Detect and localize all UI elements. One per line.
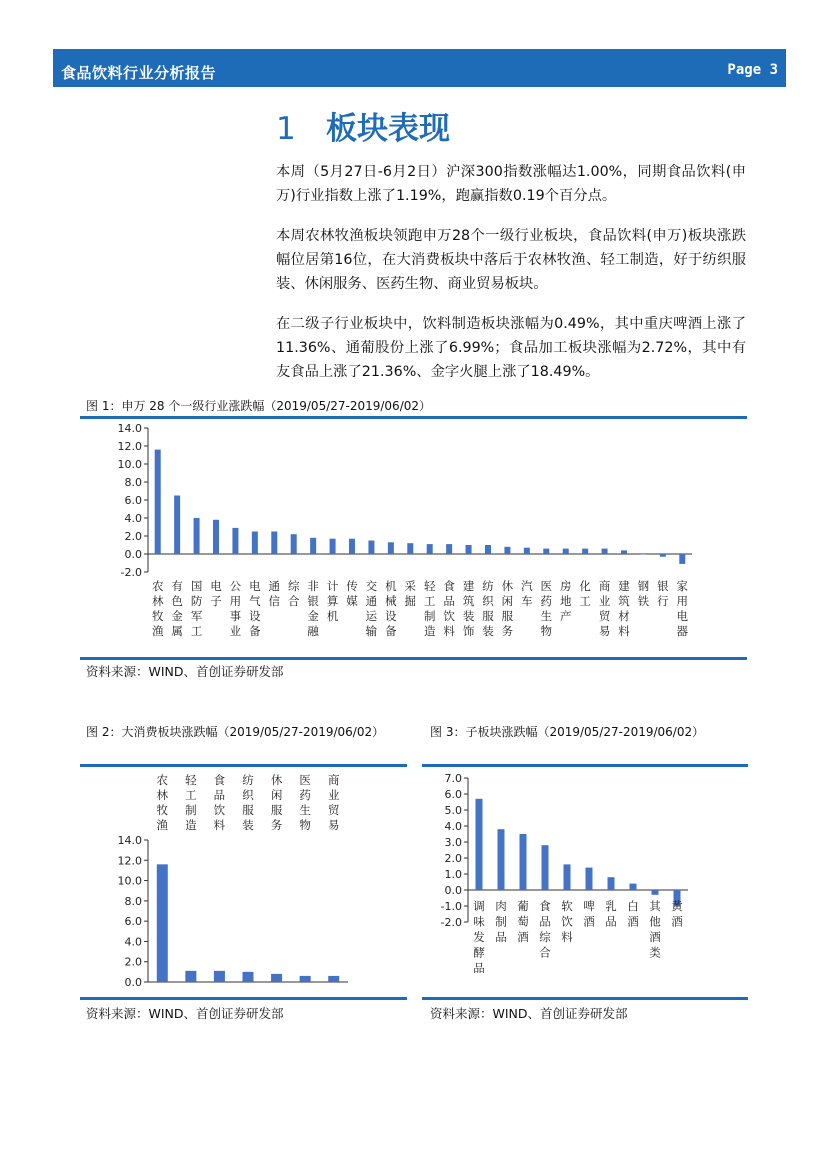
bar	[679, 554, 685, 564]
y-tick-label: 14.0	[117, 834, 142, 847]
bar	[174, 496, 180, 555]
x-tick-label: 交通运输	[365, 579, 378, 638]
x-tick-label: 通信	[268, 579, 281, 608]
bar	[213, 520, 219, 554]
bar	[300, 976, 311, 982]
y-tick-label: 3.0	[444, 836, 462, 849]
bar	[368, 541, 374, 555]
x-tick-label: 汽车	[521, 579, 533, 608]
x-tick-label: 非银金融	[307, 579, 319, 638]
bar	[640, 554, 646, 555]
y-tick-label: 10.0	[117, 874, 142, 888]
y-tick-label: 12.0	[117, 440, 142, 453]
bar	[388, 542, 394, 554]
bar	[564, 864, 571, 890]
x-tick-label: 机械设备	[385, 579, 397, 638]
bar	[542, 845, 549, 890]
y-tick-label: 1.0	[444, 868, 462, 881]
bar	[498, 829, 505, 890]
figure-1-top-rule	[80, 416, 747, 419]
bar	[155, 450, 161, 554]
figure-3-caption: 图 3：子板块涨跌幅（2019/05/27-2019/06/02）	[430, 725, 705, 739]
section-title: 板块表现	[326, 111, 450, 147]
page-number: Page 3	[727, 62, 778, 78]
y-tick-label: 14.0	[117, 422, 142, 435]
x-tick-label: 农林牧渔	[156, 773, 169, 832]
x-tick-label: 家用电器	[676, 579, 689, 638]
bar	[630, 884, 637, 890]
bar	[252, 532, 258, 555]
x-tick-label: 房地产	[559, 579, 572, 623]
x-tick-label: 纺织服装	[242, 773, 254, 832]
y-tick-label: 2.0	[444, 852, 462, 865]
y-tick-label: 8.0	[124, 476, 142, 489]
bar	[407, 543, 413, 554]
y-tick-label: -2.0	[440, 916, 462, 929]
bar	[446, 544, 452, 554]
bar	[349, 539, 355, 554]
y-tick-label: 4.0	[124, 512, 142, 525]
figure-3-bottom-rule	[422, 997, 748, 1000]
section-number: 1	[276, 111, 296, 147]
bar	[310, 538, 316, 554]
figure-1-caption: 图 1：申万 28 个一级行业涨跌幅（2019/05/27-2019/06/02）	[86, 399, 432, 413]
y-tick-label: 7.0	[444, 772, 462, 785]
x-tick-label: 肉制品	[495, 899, 507, 944]
bar	[232, 528, 238, 554]
bar	[543, 549, 549, 554]
y-tick-label: 12.0	[117, 854, 142, 868]
section-heading	[276, 103, 450, 148]
x-tick-label: 商业贸易	[327, 773, 340, 832]
bar	[476, 799, 483, 890]
figure-1-bottom-rule	[80, 657, 747, 660]
x-tick-label: 白酒	[627, 899, 639, 929]
bar	[621, 550, 627, 554]
figure-3-top-rule	[422, 764, 748, 767]
bar	[157, 864, 168, 982]
bar	[271, 532, 277, 555]
bar	[582, 549, 588, 554]
bar	[485, 545, 491, 554]
figure-2-chart	[80, 768, 407, 994]
bar	[185, 971, 196, 982]
bar	[652, 890, 659, 895]
x-tick-label: 软饮料	[561, 899, 573, 944]
bar	[466, 545, 472, 554]
x-tick-label: 化工	[579, 579, 591, 608]
y-tick-label: -1.0	[440, 900, 462, 913]
x-tick-label: 钢铁	[637, 579, 650, 608]
figure-1-source: 资料来源：WIND、首创证券研发部	[86, 664, 284, 679]
bar	[504, 547, 510, 554]
bar	[524, 548, 530, 554]
x-tick-label: 计算机	[326, 579, 339, 623]
figure-1-chart	[80, 420, 747, 656]
y-tick-label: 10.0	[117, 458, 142, 471]
x-tick-label: 医药生物	[299, 773, 311, 832]
x-tick-label: 电子	[210, 579, 222, 608]
y-tick-label: 4.0	[124, 935, 142, 949]
bar	[660, 554, 666, 557]
y-tick-label: 0.0	[444, 884, 462, 897]
x-tick-label: 传媒	[346, 579, 358, 608]
figure-3-source: 资料来源：WIND、首创证券研发部	[430, 1006, 628, 1021]
x-tick-label: 食品饮料	[443, 579, 455, 638]
bar	[330, 539, 336, 554]
x-tick-label: 医药生物	[540, 579, 553, 638]
bar	[214, 971, 225, 982]
y-tick-label: 8.0	[124, 894, 142, 908]
x-tick-label: 商业贸易	[598, 579, 611, 638]
bar	[271, 974, 282, 982]
x-tick-label: 调味发酵品	[473, 899, 485, 975]
x-tick-label: 食品饮料	[213, 773, 226, 832]
x-tick-label: 轻工制造	[185, 773, 197, 832]
x-tick-label: 休闲服务	[501, 579, 514, 638]
x-tick-label: 农林牧渔	[151, 579, 164, 638]
paragraph-2: 本周农林牧渔板块领跑申万28个一级行业板块，食品饮料(申万)板块涨跌幅位居第16位，在大消费板块中落后于农林牧渔、轻工制造，好于纺织服装、休闲服务、医药生物、商业贸易板块。	[276, 228, 746, 292]
figure-2-source: 资料来源：WIND、首创证券研发部	[86, 1006, 284, 1021]
paragraph-1: 本周（5月27日-6月2日）沪深300指数涨幅达1.00%，同期食品饮料(申万)行业指数上涨了1.19%，跑赢指数0.19个百分点。	[276, 164, 746, 204]
figure-2-bottom-rule	[80, 997, 407, 1000]
x-tick-label: 乳品	[605, 899, 617, 929]
y-tick-label: 6.0	[124, 915, 142, 929]
x-tick-label: 其他酒类	[649, 899, 661, 960]
bar	[291, 534, 297, 554]
x-tick-label: 建筑装饰	[462, 579, 475, 638]
figure-2-top-rule	[80, 764, 407, 767]
y-tick-label: 6.0	[444, 788, 462, 801]
x-tick-label: 综合	[287, 579, 300, 608]
bar	[520, 834, 527, 890]
x-tick-label: 采掘	[404, 579, 417, 608]
y-tick-label: 6.0	[124, 494, 142, 507]
x-tick-label: 公用事业	[229, 579, 242, 638]
report-title: 食品饮料行业分析报告	[61, 64, 217, 82]
y-tick-label: 0.0	[124, 548, 142, 561]
x-tick-label: 啤酒	[583, 899, 595, 929]
paragraph-3: 在二级子行业板块中，饮料制造板块涨幅为0.49%，其中重庆啤酒上涨了11.36%、通葡股份上涨了6.99%；食品加工板块涨幅为2.72%，其中有友食品上涨了21.36%、金字火腿上涨了18.49%。	[276, 316, 746, 380]
bar	[194, 518, 200, 554]
y-tick-label: 0.0	[124, 976, 142, 989]
x-tick-label: 建筑材料	[618, 579, 630, 638]
x-tick-label: 国防军工	[190, 579, 203, 638]
x-tick-label: 葡萄酒	[517, 899, 529, 944]
bar	[602, 549, 608, 554]
y-tick-label: 5.0	[444, 804, 462, 817]
x-tick-label: 轻工制造	[423, 579, 436, 638]
y-tick-label: -2.0	[120, 566, 142, 579]
figure-2-caption: 图 2：大消费板块涨跌幅（2019/05/27-2019/06/02）	[86, 725, 385, 739]
bar	[563, 549, 569, 554]
bar	[586, 868, 593, 890]
bar	[243, 972, 254, 982]
x-tick-label: 纺织服装	[482, 579, 494, 638]
page-header	[53, 49, 786, 87]
y-tick-label: 2.0	[124, 530, 142, 543]
bar	[608, 877, 615, 890]
y-tick-label: 4.0	[444, 820, 462, 833]
bar	[328, 976, 339, 982]
bar	[427, 544, 433, 554]
x-tick-label: 休闲服务	[270, 773, 283, 832]
figure-3-chart	[422, 768, 748, 994]
x-tick-label: 黄酒	[671, 899, 683, 929]
x-tick-label: 有色金属	[171, 579, 183, 638]
x-tick-label: 银行	[657, 579, 669, 608]
x-tick-label: 电气设备	[249, 579, 261, 638]
y-tick-label: 2.0	[124, 955, 142, 969]
x-tick-label: 食品综合	[539, 899, 551, 960]
